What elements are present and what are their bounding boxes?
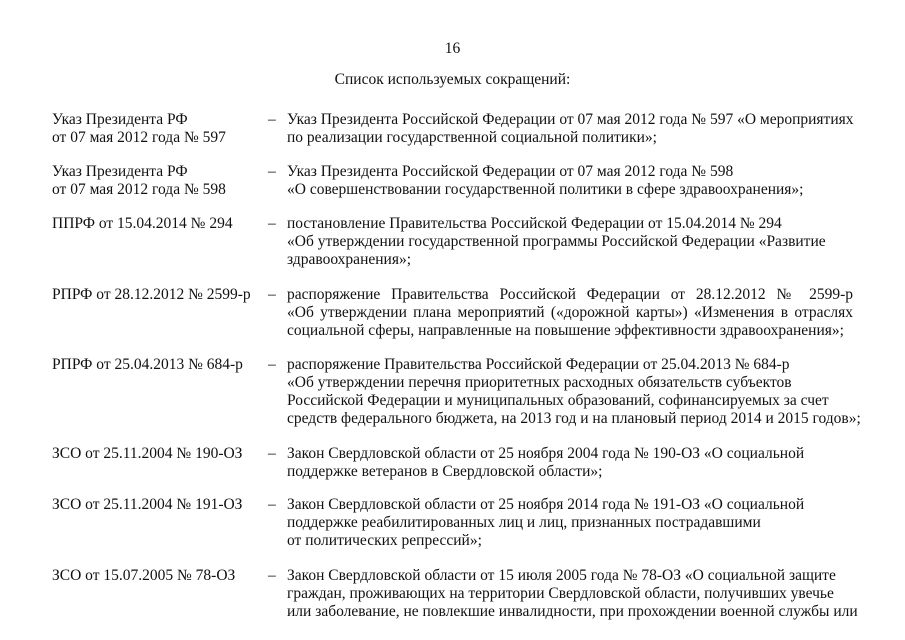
- abbreviation-term-line: РПРФ от 25.04.2013 № 684-р: [52, 356, 243, 373]
- definition-line: или заболевание, не повлекшие инвалидности, при прохождении военной службы или: [287, 603, 858, 620]
- dash-separator: –: [268, 496, 276, 513]
- definition-line: Российской Федерации и муниципальных образований, софинансируемых за счет: [287, 392, 829, 409]
- definition-line: распоряжение Правительства Российской Федерации от 28.12.2012 № 2599-р: [287, 286, 853, 303]
- abbreviation-term: [52, 567, 267, 585]
- definition-line: Закон Свердловской области от 25 ноября 2014 года № 191-ОЗ «О социальной: [287, 496, 805, 513]
- dash-separator: –: [268, 356, 276, 373]
- definition-line: поддержке реабилитированных лиц и лиц, признанных пострадавшими: [287, 514, 761, 531]
- abbreviation-term: [52, 111, 267, 147]
- abbreviation-term: [52, 163, 267, 199]
- definition-line: распоряжение Правительства Российской Федерации от 25.04.2013 № 684-р: [287, 356, 790, 373]
- abbreviation-term: [52, 215, 267, 233]
- abbreviation-definition: [287, 445, 853, 481]
- abbreviation-term-line: РПРФ от 28.12.2012 № 2599-р: [52, 286, 251, 303]
- abbreviation-definition: [287, 286, 853, 340]
- abbreviation-term-line: ЗСО от 15.07.2005 № 78-ОЗ: [52, 567, 236, 584]
- abbreviation-term-line: от 07 мая 2012 года № 597: [52, 129, 226, 146]
- definition-line: граждан, проживающих на территории Свердловской области, получивших увечье: [287, 585, 834, 602]
- definition-line: Указ Президента Российской Федерации от 07 мая 2012 года № 598: [287, 163, 734, 180]
- dash-separator: –: [268, 111, 276, 128]
- abbreviation-definition: [287, 163, 853, 199]
- definition-line: «Об утверждении перечня приоритетных расходных обязательств субъектов: [287, 374, 792, 391]
- abbreviation-term-line: от 07 мая 2012 года № 598: [52, 181, 226, 198]
- definition-line: здравоохранения»;: [287, 251, 412, 268]
- definition-line: «О совершенствовании государственной политики в сфере здравоохранения»;: [287, 181, 804, 198]
- dash-separator: –: [268, 567, 276, 584]
- page-number: 16: [444, 40, 461, 57]
- definition-line: «Об утверждении плана мероприятий («дорожной карты») «Изменения в отраслях: [287, 304, 853, 321]
- abbreviation-term: [52, 356, 267, 374]
- abbreviation-term-line: ППРФ от 15.04.2014 № 294: [52, 215, 233, 232]
- definition-line: средств федерального бюджета, на 2013 год и на плановый период 2014 и 2015 годов»;: [287, 410, 861, 427]
- abbreviation-term: [52, 286, 267, 304]
- definition-line: Закон Свердловской области от 15 июля 2005 года № 78-ОЗ «О социальной защите: [287, 567, 836, 584]
- abbreviation-definition: [287, 356, 861, 428]
- definition-line: «Об утверждении государственной программы Российской Федерации «Развитие: [287, 233, 826, 250]
- abbreviation-term: [52, 496, 267, 514]
- abbreviation-definition: [287, 215, 853, 269]
- dash-separator: –: [268, 286, 276, 303]
- abbreviation-term: [52, 445, 267, 463]
- abbreviation-definition: [287, 567, 858, 621]
- definition-line: Указ Президента Российской Федерации от 07 мая 2012 года № 597 «О мероприятиях: [287, 111, 854, 128]
- definition-line: по реализации государственной социальной политики»;: [287, 129, 657, 146]
- definition-line: от политических репрессий»;: [287, 532, 482, 549]
- abbreviation-definition: [287, 496, 853, 550]
- abbreviation-term-line: Указ Президента РФ: [52, 163, 188, 180]
- abbreviation-term-line: ЗСО от 25.11.2004 № 191-ОЗ: [52, 496, 243, 513]
- definition-line: постановление Правительства Российской Федерации от 15.04.2014 № 294: [287, 215, 782, 232]
- abbreviation-definition: [287, 111, 853, 147]
- dash-separator: –: [268, 215, 276, 232]
- dash-separator: –: [268, 163, 276, 180]
- page-title: Список используемых сокращений:: [334, 71, 571, 88]
- abbreviation-term-line: ЗСО от 25.11.2004 № 190-ОЗ: [52, 445, 243, 462]
- definition-line: социальной сферы, направленные на повышение эффективности здравоохранения»;: [287, 322, 844, 339]
- definition-line: поддержке ветеранов в Свердловской области»;: [287, 463, 603, 480]
- dash-separator: –: [268, 445, 276, 462]
- abbreviation-term-line: Указ Президента РФ: [52, 111, 188, 128]
- definition-line: Закон Свердловской области от 25 ноября 2004 года № 190-ОЗ «О социальной: [287, 445, 805, 462]
